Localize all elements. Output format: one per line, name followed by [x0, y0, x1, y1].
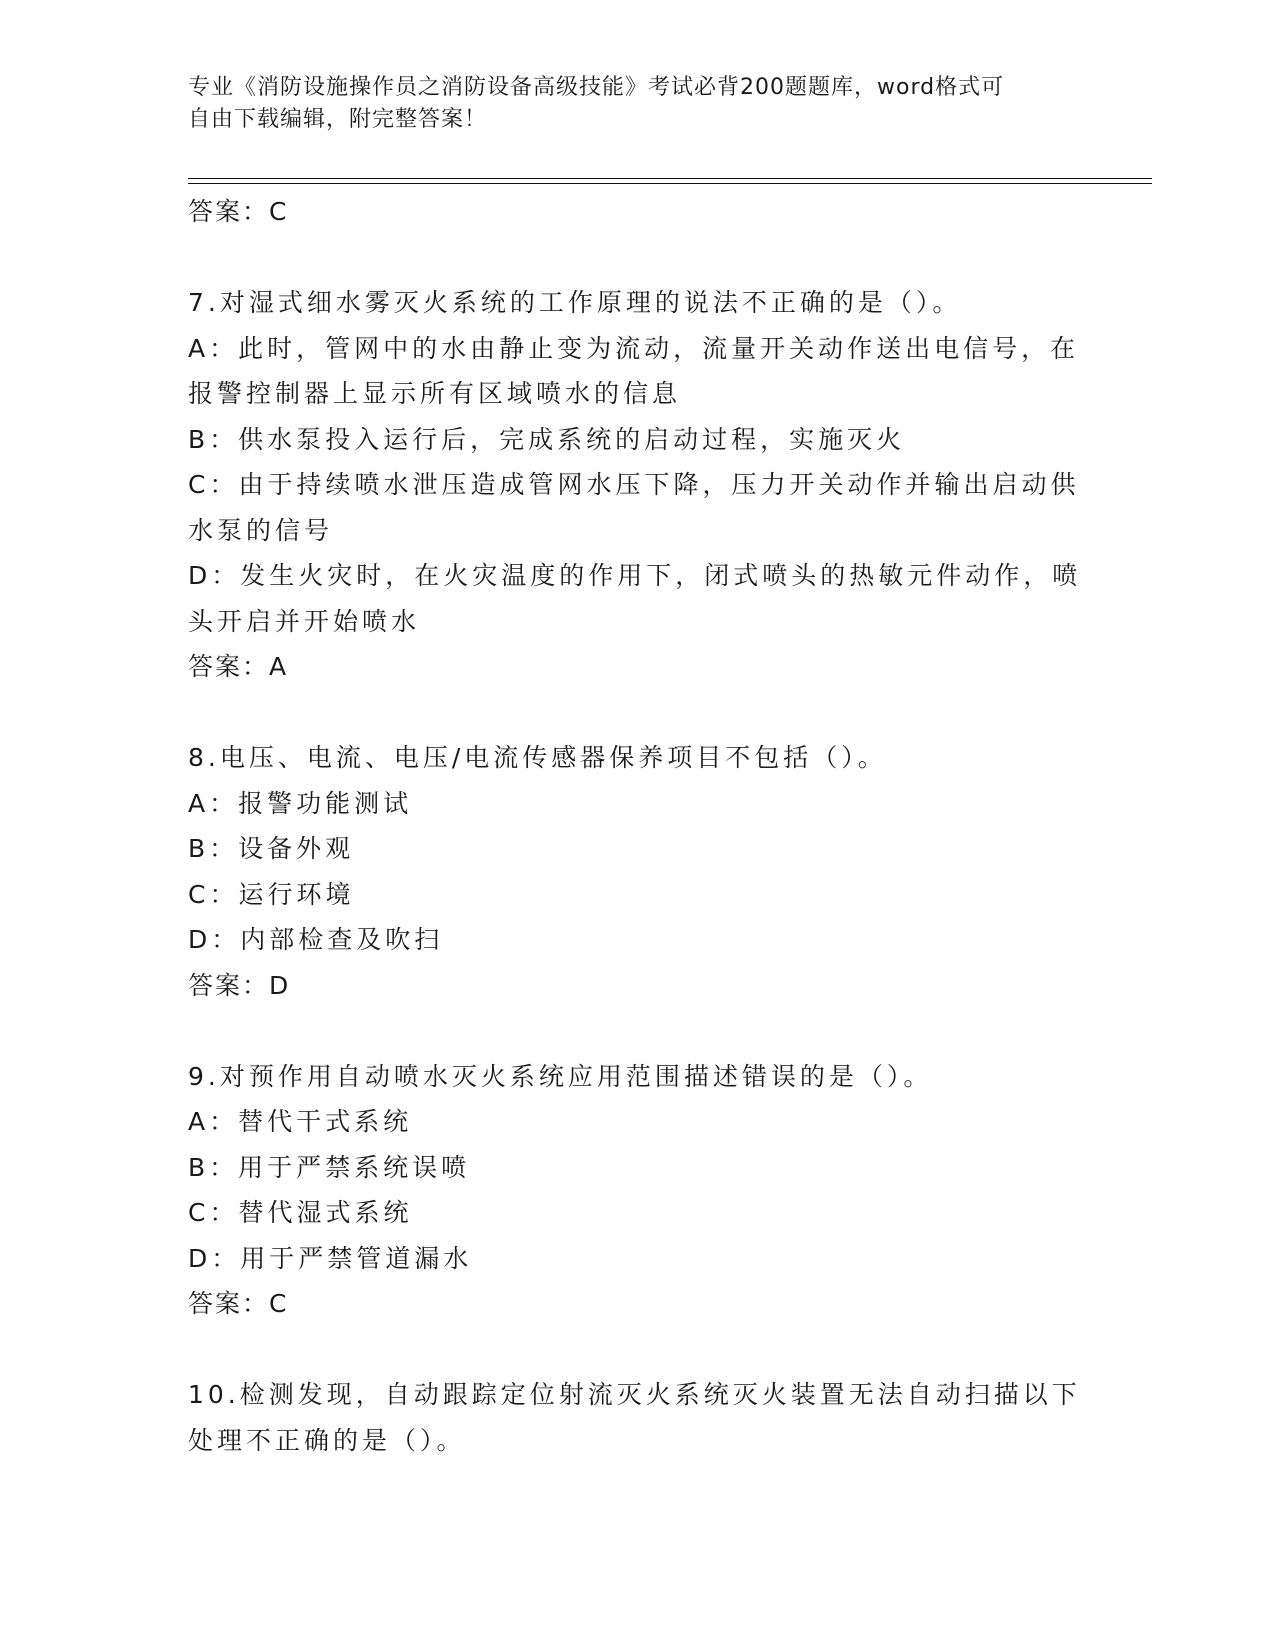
- answer-line: 答案：A: [188, 652, 289, 681]
- question-text-line: 8.电压、电流、电压/电流传感器保养项目不包括（）。: [188, 743, 887, 772]
- question-text-line: B：设备外观: [188, 834, 355, 863]
- question-text-line: 9.对预作用自动喷水灭火系统应用范围描述错误的是（）。: [188, 1061, 933, 1091]
- header-divider-bottom: [188, 183, 1152, 184]
- question-text-line: C：替代湿式系统: [188, 1198, 413, 1227]
- question-text-line: C：运行环境: [188, 879, 355, 909]
- question-text-line: C：由于持续喷水泄压造成管网水压下降，压力开关动作并输出启动供: [188, 470, 1080, 499]
- question-text-line: 水泵的信号: [188, 515, 334, 545]
- header-divider-top: [188, 178, 1152, 179]
- question-text-line: D：内部检查及吹扫: [188, 925, 444, 954]
- header-title-line-2: 自由下载编辑，附完整答案！: [188, 107, 488, 132]
- paragraph-spacer: [188, 235, 1088, 281]
- answer-line: 答案：C: [188, 197, 289, 226]
- question-text-line: 10.检测发现，自动跟踪定位射流灭火系统灭火装置无法自动扫描以下: [188, 1380, 1081, 1409]
- question-text-line: D：发生火灾时，在火灾温度的作用下，闭式喷头的热敏元件动作，喷: [188, 561, 1082, 590]
- paragraph-spacer: [188, 690, 1088, 736]
- question-text-line: 头开启并开始喷水: [188, 606, 421, 636]
- question-text-line: B：用于严禁系统误喷: [188, 1152, 471, 1182]
- question-text-line: A：替代干式系统: [188, 1107, 413, 1136]
- question-text-line: 7.对湿式细水雾灭火系统的工作原理的说法不正确的是（）。: [188, 288, 962, 317]
- question-text-line: A：此时，管网中的水由静止变为流动，流量开关动作送出电信号，在: [188, 333, 1080, 363]
- paragraph-spacer: [188, 1008, 1088, 1054]
- header-title-line-1: 专业《消防设施操作员之消防设备高级技能》考试必背200题题库，word格式可: [188, 75, 1005, 100]
- paragraph-spacer: [188, 1327, 1088, 1373]
- question-text-line: 处理不正确的是（）。: [188, 1425, 466, 1455]
- question-text-line: A：报警功能测试: [188, 788, 413, 818]
- question-list: [188, 189, 1088, 1463]
- question-text-line: 报警控制器上显示所有区域喷水的信息: [188, 379, 682, 408]
- question-text-line: B：供水泵投入运行后，完成系统的启动过程，实施灭火: [188, 424, 906, 454]
- question-text-line: D：用于严禁管道漏水: [188, 1243, 473, 1273]
- document-header: [188, 72, 1068, 136]
- answer-line: 答案：C: [188, 1289, 289, 1318]
- answer-line: 答案：D: [188, 970, 291, 1000]
